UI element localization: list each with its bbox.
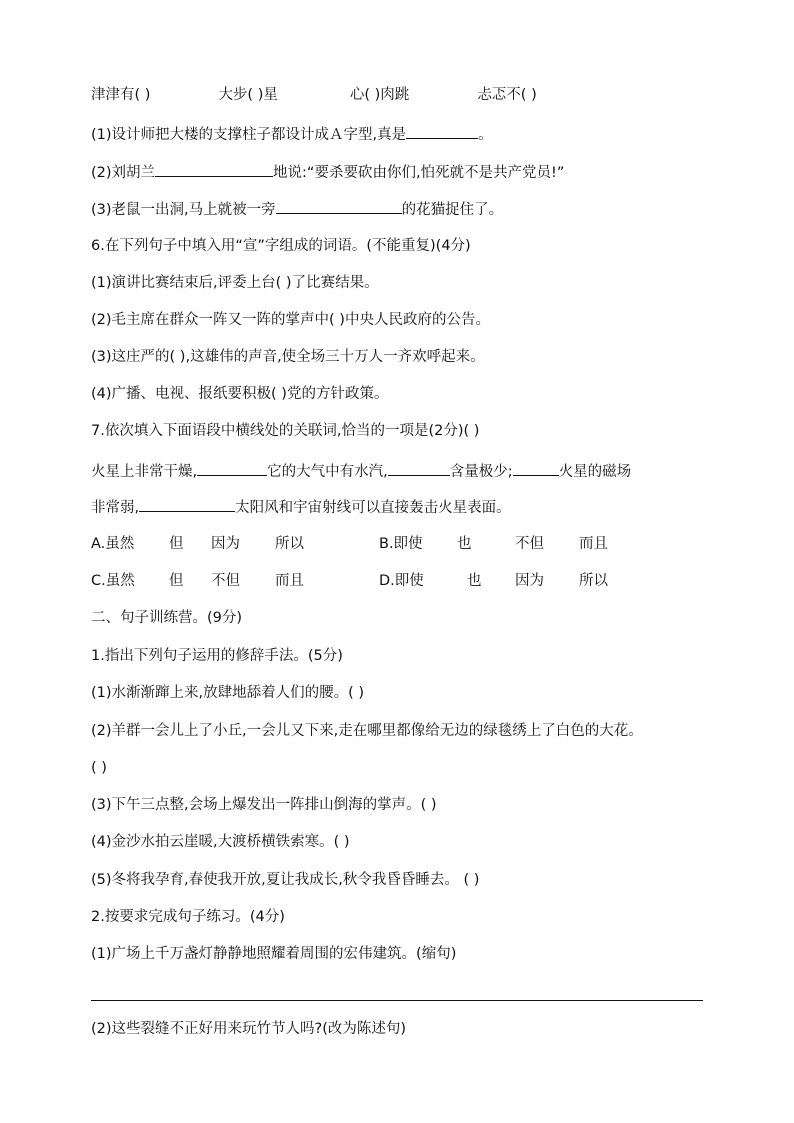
q5-sentence-2 bbox=[91, 162, 564, 183]
part2-q1-sentence-2: (2)羊群一会儿上了小丘,一会儿又下来,走在哪里都像给无边的绿毯绣上了白色的大花。 bbox=[91, 723, 643, 739]
q5-s3-text: (3)老鼠一出洞,马上就被一旁 bbox=[91, 202, 276, 218]
q5-s3-blank[interactable] bbox=[276, 199, 402, 214]
option-d-word-3: 因为 bbox=[515, 573, 544, 589]
q7-blank-1[interactable] bbox=[197, 461, 267, 476]
q7-p2-b: 太阳风和宇宙射线可以直接轰击火星表面。 bbox=[235, 500, 511, 516]
q7-options-row-1 bbox=[91, 534, 608, 554]
option-c-word-3: 不但 bbox=[211, 573, 240, 589]
q7-p1-d: 火星的磁场 bbox=[558, 464, 632, 480]
idiom-3: 心( )肉跳 bbox=[349, 87, 410, 103]
part2-q1-sentence-2-paren: ( ) bbox=[91, 760, 107, 776]
option-d-label[interactable]: D.即使 bbox=[379, 573, 424, 589]
answer-line[interactable] bbox=[91, 1000, 703, 1001]
idiom-4: 忐忑不( ) bbox=[477, 87, 537, 103]
q7-blank-3[interactable] bbox=[513, 461, 559, 476]
q7-paragraph-line-1 bbox=[91, 461, 631, 482]
q6-sentence-4: (4)广播、电视、报纸要积极( )党的方针政策。 bbox=[91, 386, 389, 402]
option-c-label[interactable]: C.虽然 bbox=[91, 573, 135, 589]
part2-q1-sentence-4: (4)金沙水拍云崖暖,大渡桥横铁索寒。( ) bbox=[91, 834, 350, 850]
option-a-word-4: 所以 bbox=[275, 536, 304, 552]
q5-sentence-3 bbox=[91, 199, 503, 220]
option-c-word-2: 但 bbox=[169, 573, 184, 589]
q5-sentence-1 bbox=[91, 124, 493, 145]
part2-q1-sentence-1: (1)水渐渐蹿上来,放肆地舔着人们的腰。( ) bbox=[91, 685, 365, 701]
q5-s2-blank[interactable] bbox=[155, 162, 273, 177]
part2-q2-sentence-2: (2)这些裂缝不正好用来玩竹节人吗?(改为陈述句) bbox=[91, 1021, 407, 1037]
idiom-row bbox=[91, 85, 537, 105]
option-a-label[interactable]: A.虽然 bbox=[91, 536, 135, 552]
q5-s2-end: 地说:“要杀要砍由你们,怕死就不是共产党员!” bbox=[273, 165, 565, 181]
option-d-word-2: 也 bbox=[467, 573, 482, 589]
part2-heading: 二、句子训练营。(9分) bbox=[91, 610, 243, 626]
option-b-word-4: 而且 bbox=[579, 536, 608, 552]
q5-s1-blank[interactable] bbox=[406, 124, 478, 139]
option-d-word-4: 所以 bbox=[579, 573, 608, 589]
idiom-1: 津津有( ) bbox=[91, 87, 151, 103]
q7-options-row-2 bbox=[91, 571, 608, 591]
q6-sentence-2: (2)毛主席在群众一阵又一阵的掌声中( )中央人民政府的公告。 bbox=[91, 312, 490, 328]
option-a-word-3: 因为 bbox=[211, 536, 240, 552]
q6-sentence-1: (1)演讲比赛结束后,评委上台( )了比赛结果。 bbox=[91, 275, 379, 291]
q7-p1-b: 它的大气中有水汽, bbox=[267, 464, 388, 480]
q7-title: 7.依次填入下面语段中横线处的关联词,恰当的一项是(2分)( ) bbox=[91, 423, 480, 439]
q5-s3-end: 的花猫捉住了。 bbox=[401, 202, 504, 218]
part2-q1-sentence-3: (3)下午三点整,会场上爆发出一阵排山倒海的掌声。( ) bbox=[91, 797, 437, 813]
q5-s1-text: (1)设计师把大楼的支撑柱子都设计成Ａ字型,真是 bbox=[91, 127, 407, 143]
q7-p1-a: 火星上非常干燥, bbox=[91, 464, 198, 480]
q6-sentence-3: (3)这庄严的( ),这雄伟的声音,使全场三十万人一齐欢呼起来。 bbox=[91, 349, 485, 365]
idiom-2: 大步( )星 bbox=[218, 87, 278, 103]
q7-p2-a: 非常弱, bbox=[91, 500, 140, 516]
option-b-word-2: 也 bbox=[457, 536, 472, 552]
option-b-word-3: 不但 bbox=[515, 536, 544, 552]
option-b-label[interactable]: B.即使 bbox=[379, 536, 423, 552]
q6-title: 6.在下列句子中填入用“宣”字组成的词语。(不能重复)(4分) bbox=[91, 238, 471, 254]
q7-blank-4[interactable] bbox=[139, 497, 235, 512]
option-a-word-2: 但 bbox=[169, 536, 184, 552]
q5-s1-end: 。 bbox=[478, 127, 493, 143]
q7-blank-2[interactable] bbox=[388, 461, 450, 476]
part2-q2-sentence-1: (1)广场上千万盏灯静静地照耀着周围的宏伟建筑。(缩句) bbox=[91, 946, 457, 962]
option-c-word-4: 而且 bbox=[275, 573, 304, 589]
part2-q1-title: 1.指出下列句子运用的修辞手法。(5分) bbox=[91, 648, 343, 664]
q7-p1-c: 含量极少; bbox=[449, 464, 513, 480]
q5-s2-text: (2)刘胡兰 bbox=[91, 165, 156, 181]
part2-q2-title: 2.按要求完成句子练习。(4分) bbox=[91, 909, 285, 925]
part2-q1-sentence-5: (5)冬将我孕育,春使我开放,夏让我成长,秋令我昏昏睡去。 ( ) bbox=[91, 872, 480, 888]
q7-paragraph-line-2 bbox=[91, 497, 511, 518]
